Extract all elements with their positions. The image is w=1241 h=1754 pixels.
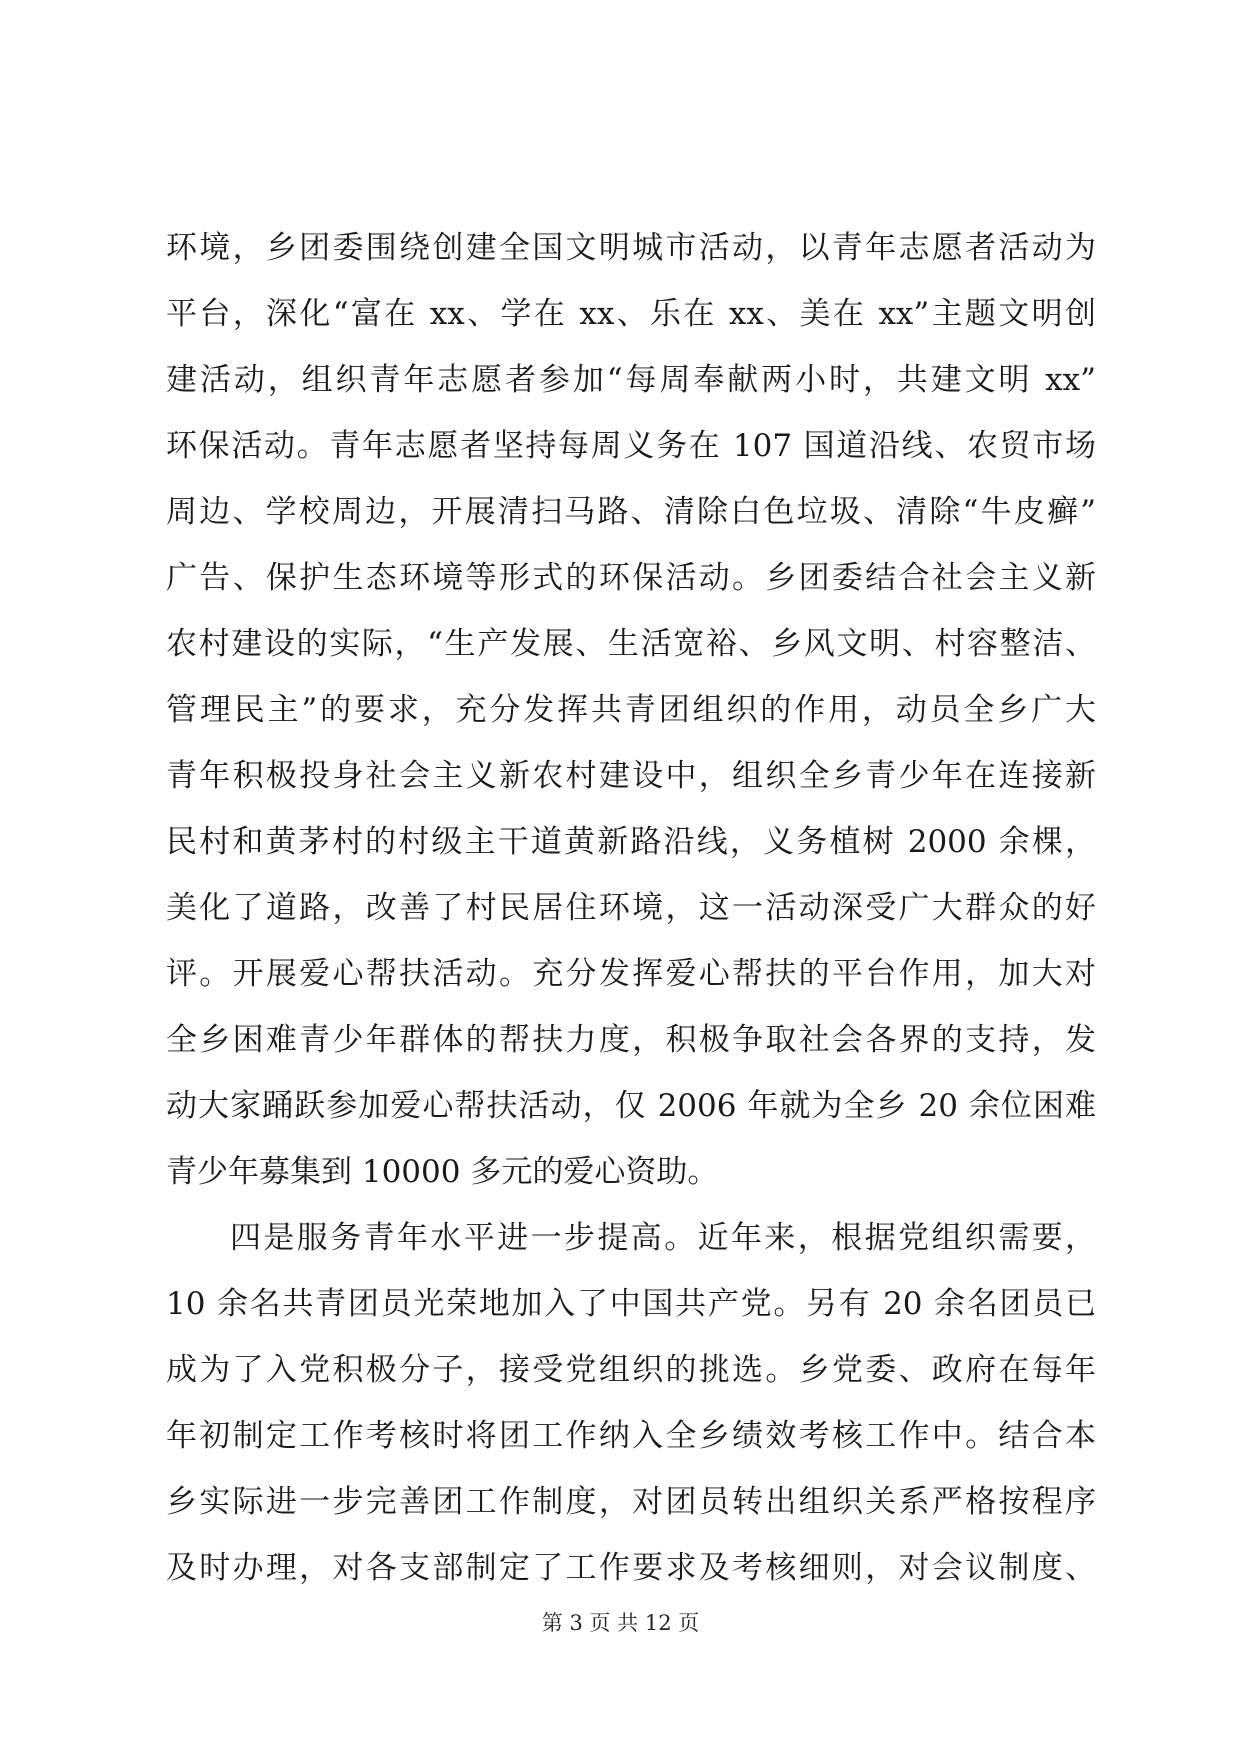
text-line: 10 余名共青团员光荣地加入了中国共产党。另有 20 余名团员已 [166,1286,1096,1322]
text-line: 四是服务青年水平进一步提高。近年来，根据党组织需要， [230,1220,1096,1256]
text-line: 管理民主”的要求，充分发挥共青团组织的作用，动员全乡广大 [166,692,1096,728]
text-line: 农村建设的实际，“生产发展、生活宽裕、乡风文明、村容整洁、 [166,626,1096,662]
text-line: 环境，乡团委围绕创建全国文明城市活动，以青年志愿者活动为 [166,230,1096,266]
text-line: 广告、保护生态环境等形式的环保活动。乡团委结合社会主义新 [166,560,1096,596]
text-line: 青年积极投身社会主义新农村建设中，组织全乡青少年在连接新 [166,758,1096,794]
text-line: 全乡困难青少年群体的帮扶力度，积极争取社会各界的支持，发 [166,1022,1096,1058]
text-line: 动大家踊跃参加爱心帮扶活动，仅 2006 年就为全乡 20 余位困难 [166,1088,1096,1124]
text-line: 美化了道路，改善了村民居住环境，这一活动深受广大群众的好 [166,890,1096,926]
text-line: 及时办理，对各支部制定了工作要求及考核细则，对会议制度、 [166,1550,1096,1586]
text-line: 评。开展爱心帮扶活动。充分发挥爱心帮扶的平台作用，加大对 [166,956,1096,992]
text-line: 乡实际进一步完善团工作制度，对团员转出组织关系严格按程序 [166,1484,1096,1520]
text-line: 成为了入党积极分子，接受党组织的挑选。乡党委、政府在每年 [166,1352,1096,1388]
text-line: 建活动，组织青年志愿者参加“每周奉献两小时，共建文明 xx” [166,362,1096,398]
text-line: 年初制定工作考核时将团工作纳入全乡绩效考核工作中。结合本 [166,1418,1096,1454]
text-line: 民村和黄茅村的村级主干道黄新路沿线，义务植树 2000 余棵， [166,824,1096,860]
text-line: 平台，深化“富在 xx、学在 xx、乐在 xx、美在 xx”主题文明创 [166,296,1096,332]
text-line: 环保活动。青年志愿者坚持每周义务在 107 国道沿线、农贸市场 [166,428,1096,464]
body-text [166,230,1096,1616]
page-number-footer: 第 3 页 共 12 页 [541,1611,700,1635]
text-line: 青少年募集到 10000 多元的爱心资助。 [166,1154,719,1190]
text-line: 周边、学校周边，开展清扫马路、清除白色垃圾、清除“牛皮癣” [166,494,1096,530]
